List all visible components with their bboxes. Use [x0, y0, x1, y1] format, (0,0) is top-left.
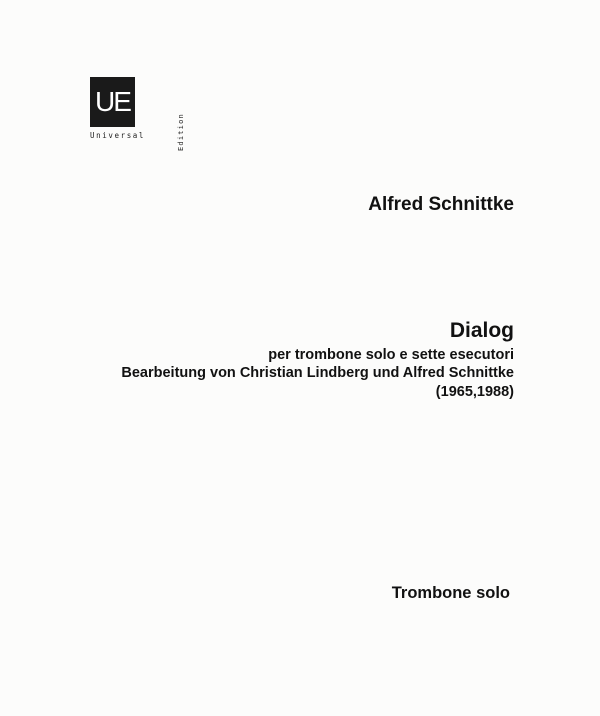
logo-edition-text: Edition: [177, 113, 185, 151]
logo-universal-text: Universal: [90, 131, 146, 140]
work-subtitle-arrangement: Bearbeitung von Christian Lindberg und Alfred Schnittke: [121, 365, 514, 381]
part-name: Trombone solo: [391, 584, 510, 602]
work-subtitle-years: (1965,1988): [435, 384, 514, 400]
work-title: Dialog: [449, 319, 514, 342]
universal-edition-logo: [90, 77, 185, 151]
composer-name: Alfred Schnittke: [368, 194, 514, 215]
work-subtitle-instrumentation: per trombone solo e sette esecutori: [268, 347, 514, 363]
ue-logo-mark: [90, 77, 135, 127]
logo-mark-text: UE: [95, 86, 130, 117]
